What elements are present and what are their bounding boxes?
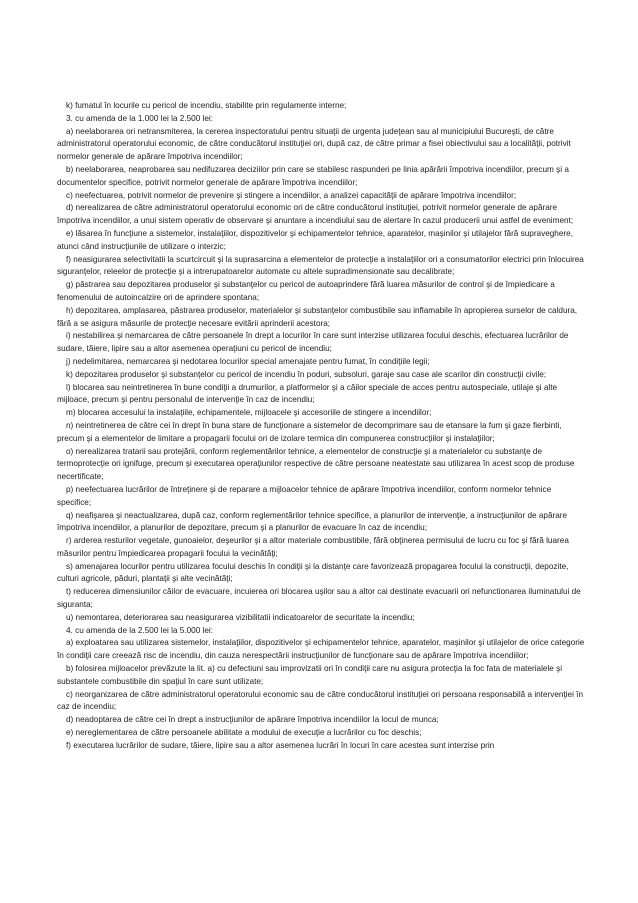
paragraph: s) amenajarea locurilor pentru utilizarea focului deschis în condiţii şi la distanţe care favorizează propagarea focului la construcţii, depozite, culturi agricole, păduri, plantaţii şi alte vecinătăţi; <box>57 561 569 584</box>
paragraph: a) neelaborarea ori netransmiterea, la cererea inspectoratului pentru situaţii de urgenta judeţean sau al municipiului Bucureşti, de către administratorul operatorului economic, de către conducătorul instituţiei ori, după caz, de către primar a fisei obiectivului sau a localităţii, potrivit normelor generale de apărare împotriva incendiilor; <box>57 126 571 162</box>
paragraph: a) exploatarea sau utilizarea sistemelor, instalaţiilor, dispozitivelor şi echipamentelor tehnice, aparatelor, maşinilor şi utilajelor de orice categorie în condiţii care creează risc de incendiu, din cauza nerespectării instrucţiunilor de funcţionare sau de apărare împotriva incendiilor; <box>57 638 585 661</box>
paragraph: b) neelaborarea, neaprobarea sau nedifuzarea deciziilor prin care se stabilesc raspunderi pe linia apărării împotriva incendiilor, precum şi a documentelor specifice, potrivit normelor generale de apărare împotriva incendiilor; <box>57 164 569 187</box>
paragraph: n) neintretinerea de către cei în drept în buna stare de funcţionare a sistemelor de decomprimare sau de etansare la fum şi gaze fierbinti, precum şi a elementelor de limitare a propagarii focului ori de izolare termica din compunerea construcţiilor şi instalaţiilor; <box>57 420 562 443</box>
paragraph: g) păstrarea sau depozitarea produselor şi substanţelor cu pericol de autoaprindere fără luarea măsurilor de control şi de împiedicare a fenomenului de autoincalzire ori de aprindere spontana; <box>57 280 555 302</box>
paragraph: 3. cu amenda de la 1.000 lei la 2.500 lei: <box>66 113 214 123</box>
paragraph: j) nedelimitarea, nemarcarea şi nedotarea locurilor special amenajate pentru fumat, în condiţiile legii; <box>66 356 430 366</box>
paragraph: e) nereglementarea de către persoanele abilitate a modului de execuţie a lucrărilor cu foc deschis; <box>66 728 422 738</box>
paragraph: o) nerealizarea tratarii sau protejării, conform reglementărilor tehnice, a elementelor de construcţie şi a materialelor cu substanţe de termoprotecţie ori ignifuge, precum şi executarea operaţiunilor respective de către persoane neatestate sau utilizarea în acest scop de produse necertificate; <box>57 446 575 482</box>
paragraph: d) neadoptarea de către cei în drept a instrucţiunilor de apărare împotriva incendiilor la locul de munca; <box>66 715 439 725</box>
paragraph: i) nestabilirea şi nemarcarea de către persoanele în drept a locurilor în care sunt interzise utilizarea focului deschis, efectuarea lucrărilor de sudare, tăiere, lipire sau a altor asemenea operaţiuni cu pericol de incendiu; <box>57 331 569 354</box>
paragraph: c) neefectuarea, potrivit normelor de prevenire şi stingere a incendiilor, a analizei capacităţii de apărare împotriva incendiilor; <box>66 190 517 200</box>
paragraph: p) neefectuarea lucrărilor de întreţinere şi de reparare a mijloacelor tehnice de apărare împotriva incendiilor, conform normelor tehnice specifice; <box>57 484 552 507</box>
document-page <box>57 100 587 753</box>
paragraph: c) neorganizarea de către administratorul operatorului economic sau de către conducătorul instituţiei ori persoana responsabilă a intervenţiei în caz de incendiu; <box>57 689 584 712</box>
paragraph: f) neasigurarea selectivitatii la scurtcircuit şi la suprasarcina a elementelor de protecţie a instalaţiilor ori a consumatorilor electrici prin înlocuirea siguranţelor, releelor de protecţie şi a intrerupatoarelor automate cu altele supradimensionate sau decalibrate; <box>57 254 584 277</box>
paragraph: b) folosirea mijloacelor prevăzute la lit. a) cu defectiuni sau improvizatii ori în condiţii care nu asigura protecţia la foc fata de materialele şi substantele combustibile din spaţiul în care sunt utilizate; <box>57 664 563 686</box>
paragraph: 4. cu amenda de la 2.500 lei la 5.000 lei: <box>66 625 214 635</box>
paragraph: l) blocarea sau neintretinerea în bune condiţii a drumurilor, a platformelor şi a căilor speciale de acces pentru autospeciale, utilaje şi alte mijloace, precum şi pentru personalul de intervenţie în caz de incendiu; <box>57 382 558 405</box>
paragraph: f) executarea lucrărilor de sudare, tăiere, lipire sau a altor asemenea lucrări în locuri în care acestea sunt interzise prin <box>66 740 495 750</box>
paragraph: r) arderea resturilor vegetale, gunoaielor, deşeurilor şi a altor materiale combustibile, fără obţinerea permisului de lucru cu foc şi fără luarea măsurilor pentru împiedicarea propagarii focului la vecinătăţi; <box>57 536 569 558</box>
paragraph: d) nerealizarea de către administratorul operatorului economic ori de către conducătorul instituţiei, potrivit normelor generale de apărare împotriva incendiilor, a unui sistem operativ de observare şi anuntare a incendiului sau de alertare în cazul producerii unui astfel de eveniment; <box>57 203 574 226</box>
paragraph: m) blocarea accesului la instalaţiile, echipamentele, mijloacele şi accesoriile de stingere a incendiilor; <box>66 408 432 418</box>
paragraph: k) depozitarea produselor şi substanţelor cu pericol de incendiu în poduri, subsoluri, garaje sau case ale scarilor din construcţii civile; <box>66 369 547 379</box>
paragraph: k) fumatul în locurile cu pericol de incendiu, stabilite prin regulamente interne; <box>66 101 347 110</box>
paragraph: q) neafişarea şi neactualizarea, după caz, conform reglementărilor tehnice specifice, a planurilor de intervenţie, a instrucţiunilor de apărare împotriva incendiilor, a planurilor de depozitare, precum şi a planurilor de evacuare în caz de incendiu; <box>57 510 568 533</box>
paragraph: e) lăsarea în funcţiune a sistemelor, instalaţiilor, dispozitivelor şi echipamentelor tehnice, aparatelor, maşinilor şi utilajelor fără supraveghere, atunci când instrucţiunile de utilizare o interzic; <box>57 228 573 251</box>
paragraph: h) depozitarea, amplasarea, păstrarea produselor, materialelor şi substanţelor combustibile sau inflamabile în apropierea surselor de caldura, fără a se asigura măsurile de protecţie necesare evitării aprinderii acestora; <box>57 305 578 328</box>
paragraph: t) reducerea dimensiunilor căilor de evacuare, incuierea ori blocarea uşilor sau a altor cai destinate evacuarii ori nefunctionarea iluminatului de siguranta; <box>57 587 581 610</box>
paragraph: u) nemontarea, deteriorarea sau neasigurarea vizibilitatii indicatoarelor de securitate la incendiu; <box>66 612 415 622</box>
